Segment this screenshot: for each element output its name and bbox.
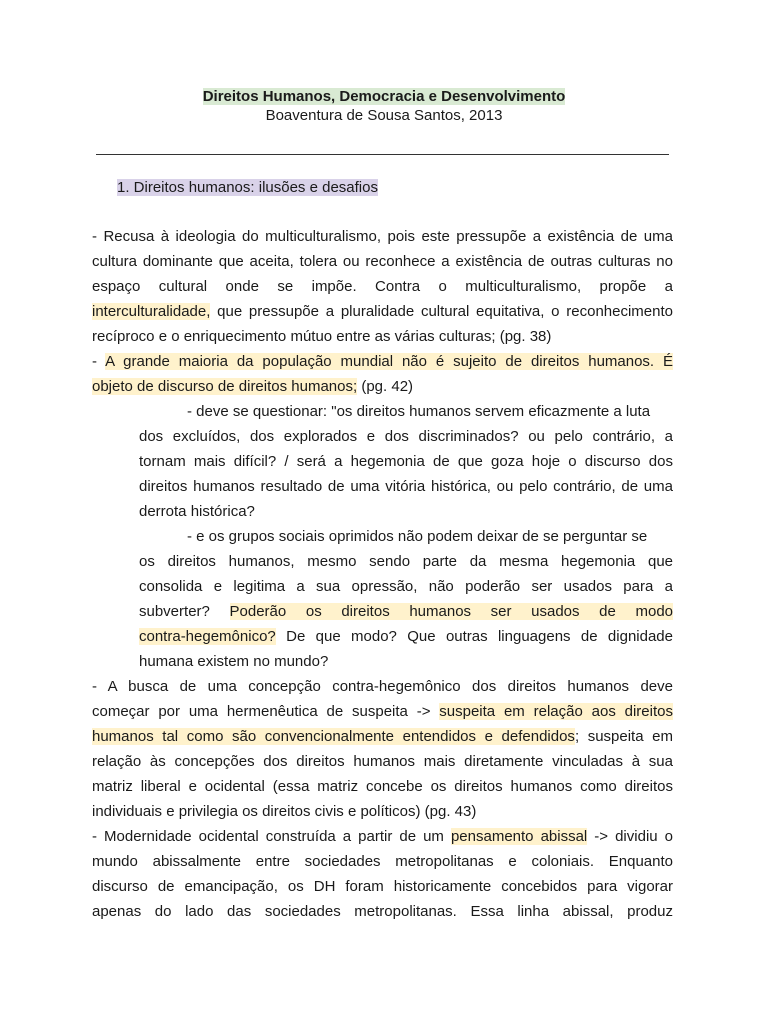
text-segment: - e os grupos sociais oprimidos não podem deixar de se perguntar se <box>187 528 648 545</box>
text-segment: individuais e privilegia os direitos civis e políticos) (pg. 43) <box>92 803 477 820</box>
text-segment: relação às concepções dos direitos humanos mais diretamente vinculadas à sua <box>92 753 673 770</box>
text-segment: que pressupõe a pluralidade cultural equitativa, o reconhecimento <box>210 303 673 320</box>
section-heading-text: 1. Direitos humanos: ilusões e desafios <box>117 179 378 196</box>
text-line <box>92 752 673 771</box>
document-author: Boaventura de Sousa Santos, 2013 <box>265 107 503 124</box>
text-segment: discurso de emancipação, os DH foram historicamente concebidos para vigorar <box>92 878 673 895</box>
text-segment: matriz liberal e ocidental (essa matriz concebe os direitos humanos como direitos <box>92 778 673 795</box>
text-line <box>92 277 673 296</box>
text-line <box>139 652 328 671</box>
text-line <box>139 452 673 471</box>
text-line <box>139 427 673 446</box>
highlighted-text: Poderão os direitos humanos ser usados de modo <box>229 603 673 620</box>
document-title <box>0 87 768 106</box>
text-segment: - deve se questionar: "os direitos humanos servem eficazmente a luta <box>187 403 651 420</box>
text-segment: - <box>92 353 106 370</box>
text-segment: subverter? <box>139 603 230 620</box>
text-segment: espaço cultural onde se impõe. Contra o multiculturalismo, propõe a <box>92 278 673 295</box>
section-heading <box>117 178 378 197</box>
text-segment: - Recusa à ideologia do multiculturalismo, pois este pressupõe a existência de uma <box>92 228 673 245</box>
highlighted-text: objeto de discurso de direitos humanos; <box>92 378 358 395</box>
highlighted-text: contra-hegemônico? <box>139 628 276 645</box>
text-segment: mundo abissalmente entre sociedades metropolitanas e coloniais. Enquanto <box>92 853 673 870</box>
text-segment: começar por uma hermenêutica de suspeita -> <box>92 703 440 720</box>
text-line <box>92 227 673 246</box>
highlighted-text: suspeita em relação aos direitos <box>439 703 673 720</box>
text-line <box>187 527 673 546</box>
text-line <box>92 352 673 371</box>
text-segment: -> dividiu o <box>587 828 673 845</box>
text-line <box>92 777 673 796</box>
highlighted-text: pensamento abissal <box>450 828 588 845</box>
text-line <box>92 727 673 746</box>
highlighted-text: interculturalidade, <box>92 303 211 320</box>
text-line <box>92 302 673 321</box>
text-line <box>92 902 673 921</box>
text-line <box>92 877 673 896</box>
text-line <box>92 327 551 346</box>
text-line <box>139 602 673 621</box>
text-line <box>139 577 673 596</box>
text-line <box>92 827 673 846</box>
text-line <box>92 677 673 696</box>
text-segment: dos excluídos, dos explorados e dos discriminados? ou pelo contrário, a <box>139 428 673 445</box>
text-segment: recíproco e o enriquecimento mútuo entre as várias culturas; (pg. 38) <box>92 328 552 345</box>
text-segment: cultura dominante que aceita, tolera ou reconhece a existência de outras culturas no <box>92 253 673 270</box>
text-segment: direitos humanos resultado de uma vitória histórica, ou pelo contrário, de uma <box>139 478 673 495</box>
text-segment: apenas do lado das sociedades metropolitanas. Essa linha abissal, produz <box>92 903 673 920</box>
text-segment: humana existem no mundo? <box>139 653 329 670</box>
text-segment: - A busca de uma concepção contra-hegemônico dos direitos humanos deve <box>92 678 673 695</box>
text-line <box>139 627 673 646</box>
highlighted-text: humanos tal como são convencionalmente entendidos e defendidos <box>92 728 575 745</box>
text-segment: ; suspeita em <box>574 728 673 745</box>
text-segment: tornam mais difícil? / será a hegemonia de que goza hoje o discurso dos <box>139 453 673 470</box>
text-segment: De que modo? Que outras linguagens de dignidade <box>275 628 673 645</box>
text-line <box>139 477 673 496</box>
text-segment: derrota histórica? <box>139 503 255 520</box>
document-title-text: Direitos Humanos, Democracia e Desenvolvimento <box>202 88 566 105</box>
text-segment: os direitos humanos, mesmo sendo parte da mesma hegemonia que <box>139 553 673 570</box>
text-line <box>139 502 255 521</box>
text-line <box>92 802 476 821</box>
text-line <box>92 377 413 396</box>
text-line <box>92 252 673 271</box>
text-segment: (pg. 42) <box>357 378 414 395</box>
highlighted-text: A grande maioria da população mundial não é sujeito de direitos humanos. É <box>105 353 673 370</box>
text-line <box>187 402 673 421</box>
horizontal-divider <box>96 154 669 155</box>
text-line <box>92 852 673 871</box>
text-line <box>139 552 673 571</box>
text-segment: consolida e legitima a sua opressão, não poderão ser usados para a <box>139 578 673 595</box>
text-line <box>92 702 673 721</box>
text-segment: - Modernidade ocidental construída a partir de um <box>92 828 451 845</box>
